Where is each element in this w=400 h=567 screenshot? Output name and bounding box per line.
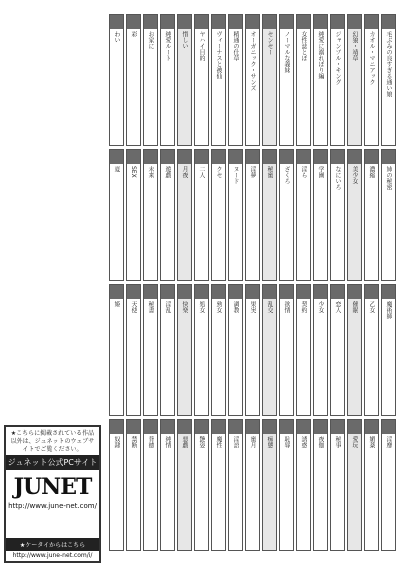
entry-title: 純情 bbox=[164, 436, 171, 448]
entry-title: 遊戯 bbox=[164, 166, 171, 178]
catalog-entry[interactable] bbox=[160, 284, 175, 416]
entry-title: 悪戯 bbox=[181, 436, 188, 448]
entry-header bbox=[178, 285, 191, 299]
entry-header bbox=[263, 285, 276, 299]
catalog-entry[interactable] bbox=[228, 14, 243, 146]
catalog-entry[interactable] bbox=[245, 149, 260, 281]
entry-title: 濃縮 bbox=[368, 166, 375, 178]
entry-title: カオル・マニアック bbox=[368, 31, 375, 85]
catalog-entry[interactable] bbox=[330, 149, 345, 281]
entry-header bbox=[246, 420, 259, 434]
entry-title: 少女 bbox=[317, 301, 324, 313]
catalog-entry[interactable] bbox=[160, 419, 175, 551]
entry-title: ヤハイ目的 bbox=[198, 31, 205, 61]
entry-header bbox=[212, 15, 225, 29]
entry-header bbox=[212, 420, 225, 434]
catalog-entry[interactable] bbox=[364, 419, 379, 551]
entry-title: 処女 bbox=[198, 301, 205, 313]
catalog-entry[interactable] bbox=[109, 149, 124, 281]
entry-header bbox=[297, 15, 310, 29]
entry-header bbox=[195, 285, 208, 299]
entry-header bbox=[229, 150, 242, 164]
catalog-entry[interactable] bbox=[313, 419, 328, 551]
entry-header bbox=[331, 285, 344, 299]
entry-title: 淫ら bbox=[300, 166, 307, 178]
catalog-entry[interactable] bbox=[296, 149, 311, 281]
catalog-band bbox=[4, 149, 396, 281]
entry-title: クセ bbox=[215, 166, 222, 178]
catalog-entry[interactable] bbox=[347, 284, 362, 416]
entry-title: SEX bbox=[130, 166, 137, 178]
entry-header bbox=[110, 420, 123, 434]
entry-header bbox=[314, 150, 327, 164]
entry-header bbox=[314, 285, 327, 299]
catalog-entry[interactable] bbox=[381, 419, 396, 551]
entry-title: 二人 bbox=[198, 166, 205, 178]
catalog-entry[interactable] bbox=[126, 419, 141, 551]
catalog-entry[interactable] bbox=[109, 14, 124, 146]
site-url-link[interactable]: http://www.june-net.com/ bbox=[8, 502, 97, 510]
catalog-entry[interactable] bbox=[279, 419, 294, 551]
catalog-entry[interactable] bbox=[194, 14, 209, 146]
entry-title: 催眠 bbox=[351, 301, 358, 313]
entry-header bbox=[297, 285, 310, 299]
entry-title: 熟女 bbox=[215, 301, 222, 313]
entry-header bbox=[144, 150, 157, 164]
catalog-entry[interactable] bbox=[313, 284, 328, 416]
entry-title: 幻狼・靖草 bbox=[351, 31, 358, 61]
entry-title: 純愛ルート bbox=[164, 31, 171, 61]
entry-header bbox=[382, 150, 395, 164]
catalog-entry[interactable] bbox=[211, 14, 226, 146]
entry-title: ヴィーナスと被仙 bbox=[215, 31, 222, 79]
entry-title: 魔性 bbox=[215, 436, 222, 448]
catalog-entry[interactable] bbox=[228, 284, 243, 416]
entry-title: 秘事 bbox=[334, 436, 341, 448]
entry-header bbox=[246, 15, 259, 29]
catalog-entry[interactable] bbox=[245, 14, 260, 146]
entry-header bbox=[297, 150, 310, 164]
entry-title: 姉の秘密 bbox=[385, 166, 392, 190]
catalog-entry[interactable] bbox=[347, 149, 362, 281]
entry-title: 夜伽 bbox=[317, 436, 324, 448]
entry-header bbox=[144, 285, 157, 299]
entry-header bbox=[161, 420, 174, 434]
entry-title: 女性誌とぼ bbox=[300, 31, 307, 61]
entry-header bbox=[229, 285, 242, 299]
catalog-entry[interactable] bbox=[364, 149, 379, 281]
catalog-entry[interactable] bbox=[177, 284, 192, 416]
entry-header bbox=[314, 15, 327, 29]
catalog-entry[interactable] bbox=[279, 149, 294, 281]
catalog-entry[interactable] bbox=[211, 149, 226, 281]
entry-header bbox=[195, 420, 208, 434]
catalog-entry[interactable] bbox=[177, 149, 192, 281]
entry-header bbox=[382, 285, 395, 299]
catalog-entry[interactable] bbox=[143, 284, 158, 416]
catalog-entry[interactable] bbox=[313, 14, 328, 146]
entry-header bbox=[110, 285, 123, 299]
catalog-entry[interactable] bbox=[262, 149, 277, 281]
entry-header bbox=[348, 420, 361, 434]
entry-header bbox=[246, 285, 259, 299]
entry-title: 契約 bbox=[300, 301, 307, 313]
entry-title: 姫 bbox=[113, 301, 120, 307]
entry-header bbox=[178, 15, 191, 29]
entry-title: なにいろ bbox=[334, 166, 341, 190]
catalog-entry[interactable] bbox=[126, 284, 141, 416]
entry-header bbox=[382, 420, 395, 434]
site-label: ジュネット公式PCサイト bbox=[6, 455, 99, 470]
catalog-entry[interactable] bbox=[211, 284, 226, 416]
entry-title: 彩 bbox=[130, 31, 137, 37]
entry-header bbox=[348, 285, 361, 299]
entry-header bbox=[365, 15, 378, 29]
entry-header bbox=[263, 150, 276, 164]
entry-title: 惜しい bbox=[181, 31, 188, 49]
entry-title: 未来 bbox=[147, 166, 154, 178]
entry-title: ざくろ bbox=[283, 166, 290, 184]
entry-title: わい bbox=[113, 31, 120, 43]
entry-title: 秘蜜 bbox=[266, 166, 273, 178]
entry-title: ヌード bbox=[232, 166, 239, 184]
entry-header bbox=[212, 150, 225, 164]
entry-title: 背徳 bbox=[147, 436, 154, 448]
mobile-url-link[interactable]: http://www.june-net.com/i/ bbox=[12, 552, 93, 559]
catalog-entry[interactable] bbox=[160, 14, 175, 146]
entry-header bbox=[161, 15, 174, 29]
entry-title: 果実 bbox=[249, 301, 256, 313]
entry-header bbox=[127, 285, 140, 299]
catalog-entry[interactable] bbox=[126, 14, 141, 146]
entry-header bbox=[178, 150, 191, 164]
catalog-entry[interactable] bbox=[211, 419, 226, 551]
catalog-entry[interactable] bbox=[194, 284, 209, 416]
catalog-entry[interactable] bbox=[381, 149, 396, 281]
entry-title: 天使 bbox=[130, 301, 137, 313]
entry-header bbox=[348, 150, 361, 164]
junet-logo: JUNET bbox=[13, 474, 92, 500]
entry-title: 月夜 bbox=[181, 166, 188, 178]
entry-title: オーガニック・サンズ bbox=[249, 31, 256, 91]
catalog-entry[interactable] bbox=[347, 14, 362, 146]
catalog-entry[interactable] bbox=[228, 419, 243, 551]
catalog-entry[interactable] bbox=[381, 284, 396, 416]
catalog-entry[interactable] bbox=[381, 14, 396, 146]
catalog-entry[interactable] bbox=[177, 14, 192, 146]
entry-header bbox=[161, 285, 174, 299]
entry-title: 調教 bbox=[232, 301, 239, 313]
catalog-entry[interactable] bbox=[109, 284, 124, 416]
entry-header bbox=[212, 285, 225, 299]
entry-title: 魔術師 bbox=[385, 301, 392, 319]
catalog-entry[interactable] bbox=[143, 149, 158, 281]
entry-header bbox=[195, 150, 208, 164]
entry-header bbox=[365, 150, 378, 164]
entry-header bbox=[331, 150, 344, 164]
entry-header bbox=[110, 150, 123, 164]
entry-header bbox=[297, 420, 310, 434]
catalog-entry[interactable] bbox=[347, 419, 362, 551]
entry-title: 乙女 bbox=[368, 301, 375, 313]
catalog-entry[interactable] bbox=[364, 284, 379, 416]
entry-title: 淫夢 bbox=[249, 166, 256, 178]
entry-title: 禁断 bbox=[130, 436, 137, 448]
catalog-entry[interactable] bbox=[262, 14, 277, 146]
entry-title: 学園 bbox=[317, 166, 324, 178]
catalog-entry[interactable] bbox=[279, 14, 294, 146]
catalog-entry[interactable] bbox=[279, 284, 294, 416]
entry-title: 快楽 bbox=[181, 301, 188, 313]
catalog-entry[interactable] bbox=[126, 149, 141, 281]
entry-title: 奴隷 bbox=[113, 436, 120, 448]
entry-title: 美少女 bbox=[351, 166, 358, 184]
catalog-entry[interactable] bbox=[296, 419, 311, 551]
entry-title: 艶姿 bbox=[198, 436, 205, 448]
entry-title: 純愛に溺れぼり編 bbox=[317, 31, 324, 79]
entry-header bbox=[331, 15, 344, 29]
catalog-entry[interactable] bbox=[245, 284, 260, 416]
promo-note: ★こちらに掲載されている作品以外は、ジュネットのウェブサイトでご覧ください。 bbox=[10, 430, 95, 453]
entry-title: 秘書 bbox=[147, 301, 154, 313]
entry-header bbox=[110, 15, 123, 29]
entry-header bbox=[127, 15, 140, 29]
mobile-label: ★ケータイからはこちら bbox=[6, 538, 99, 551]
entry-header bbox=[144, 420, 157, 434]
entry-title: 淫語 bbox=[232, 436, 239, 448]
entry-header bbox=[178, 420, 191, 434]
entry-title: 乱交 bbox=[266, 301, 273, 313]
entry-title: 媚薬 bbox=[368, 436, 375, 448]
catalog-entry[interactable] bbox=[313, 149, 328, 281]
entry-header bbox=[229, 420, 242, 434]
entry-title: 夏 bbox=[113, 166, 120, 172]
catalog-entry[interactable] bbox=[194, 419, 209, 551]
catalog-entry[interactable] bbox=[177, 419, 192, 551]
entry-title: 欲情 bbox=[283, 301, 290, 313]
catalog-entry[interactable] bbox=[296, 284, 311, 416]
catalog-entry[interactable] bbox=[245, 419, 260, 551]
entry-header bbox=[280, 420, 293, 434]
entry-header bbox=[161, 150, 174, 164]
entry-header bbox=[127, 150, 140, 164]
entry-header bbox=[382, 15, 395, 29]
entry-title: センセー bbox=[266, 31, 273, 55]
catalog-entry[interactable] bbox=[160, 149, 175, 281]
catalog-entry[interactable] bbox=[228, 149, 243, 281]
entry-title: 恋人 bbox=[334, 301, 341, 313]
catalog-entry[interactable] bbox=[296, 14, 311, 146]
entry-header bbox=[280, 150, 293, 164]
entry-title: 毛ぶみの良すぎる通い娘 bbox=[385, 31, 392, 97]
catalog-entry[interactable] bbox=[143, 419, 158, 551]
entry-title: 蜜月 bbox=[249, 436, 256, 448]
entry-title: 恥辱 bbox=[283, 436, 290, 448]
entry-header bbox=[280, 285, 293, 299]
catalog-entry[interactable] bbox=[364, 14, 379, 146]
entry-title: 淫乱 bbox=[164, 301, 171, 313]
junet-promo-box[interactable] bbox=[4, 425, 101, 563]
catalog-entry[interactable] bbox=[262, 419, 277, 551]
entry-title: お家に bbox=[147, 31, 154, 49]
catalog-entry[interactable] bbox=[262, 284, 277, 416]
catalog-entry[interactable] bbox=[194, 149, 209, 281]
catalog-entry[interactable] bbox=[330, 284, 345, 416]
entry-header bbox=[331, 420, 344, 434]
entry-header bbox=[195, 15, 208, 29]
entry-title: 痴態 bbox=[266, 436, 273, 448]
catalog-entry[interactable] bbox=[330, 14, 345, 146]
entry-header bbox=[365, 420, 378, 434]
catalog-band bbox=[4, 14, 396, 146]
entry-header bbox=[144, 15, 157, 29]
entry-header bbox=[127, 420, 140, 434]
entry-title: 淫靡 bbox=[385, 436, 392, 448]
entry-title: 誘惑 bbox=[300, 436, 307, 448]
entry-header bbox=[314, 420, 327, 434]
entry-header bbox=[229, 15, 242, 29]
catalog-entry[interactable] bbox=[143, 14, 158, 146]
catalog-band bbox=[4, 284, 396, 416]
catalog-entry[interactable] bbox=[109, 419, 124, 551]
entry-title: 精通の仕草 bbox=[232, 31, 239, 61]
entry-header bbox=[365, 285, 378, 299]
entry-header bbox=[263, 420, 276, 434]
catalog-entry[interactable] bbox=[330, 419, 345, 551]
entry-header bbox=[348, 15, 361, 29]
entry-title: ノーマルな義妹 bbox=[283, 31, 290, 73]
entry-header bbox=[263, 15, 276, 29]
entry-title: 愛玩 bbox=[351, 436, 358, 448]
entry-title: ジャンプル・キング bbox=[334, 31, 341, 85]
entry-header bbox=[280, 15, 293, 29]
entry-header bbox=[246, 150, 259, 164]
